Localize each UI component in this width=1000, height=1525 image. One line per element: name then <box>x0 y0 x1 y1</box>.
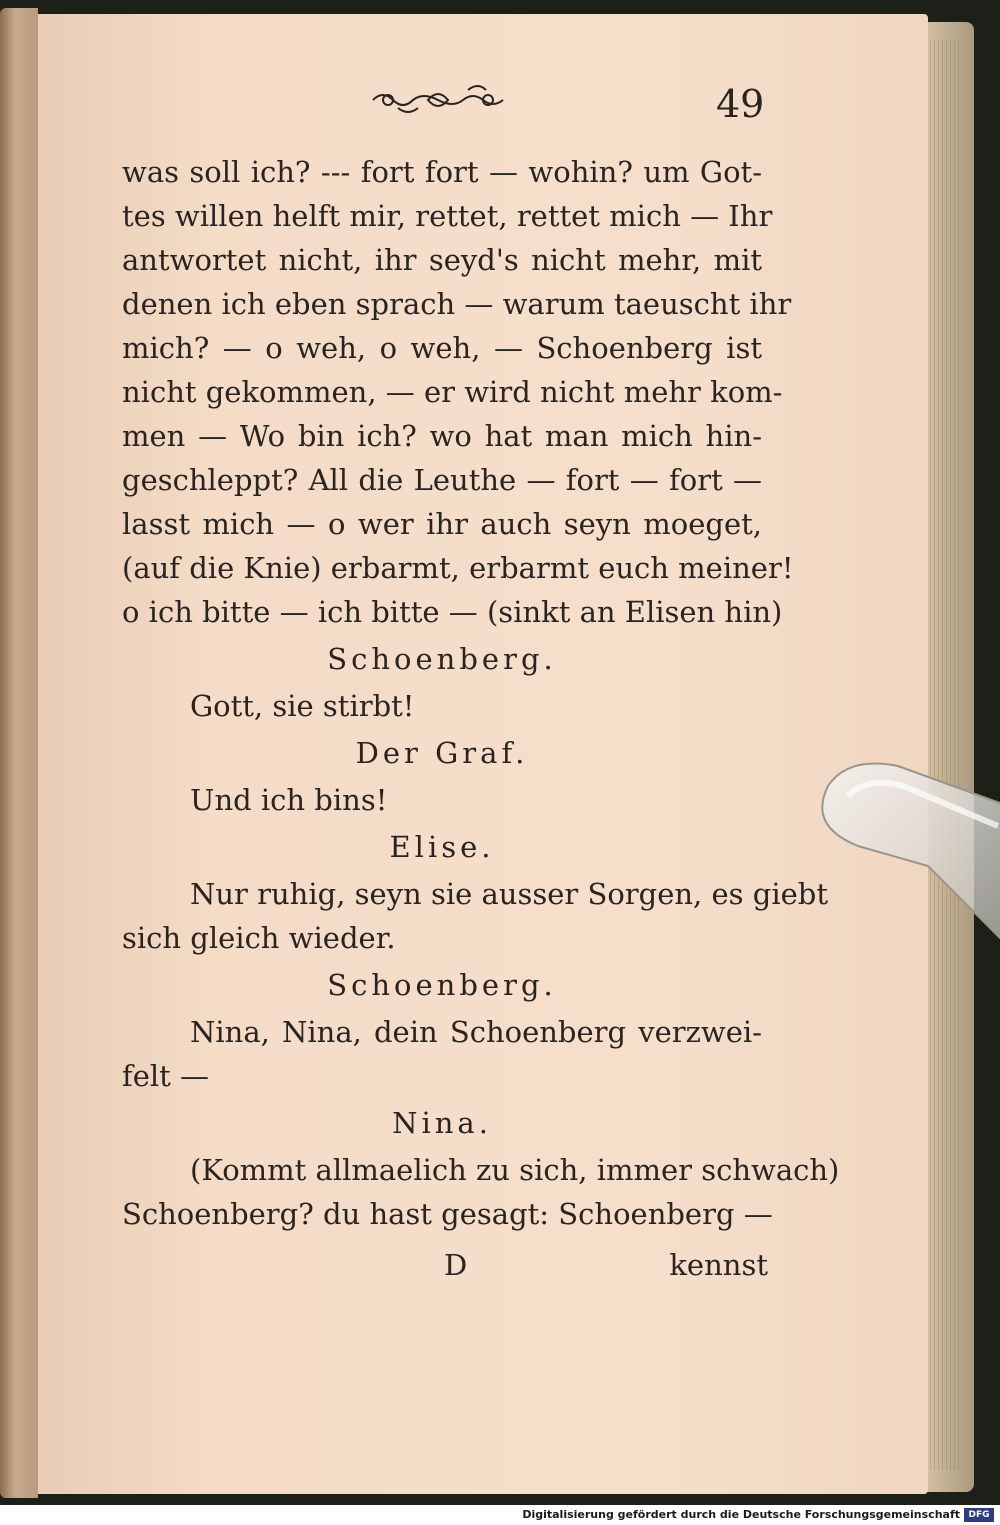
dialogue-line: (Kommt allmaelich zu sich, immer schwach) <box>190 1153 840 1187</box>
text-line: tes willen helft mir, rettet, rettet mich — Ihr <box>122 199 773 233</box>
catchword: kennst <box>669 1248 768 1282</box>
text-line: antwortet nicht, ihr seyd's nicht mehr, mit <box>122 243 762 277</box>
signature-mark: D <box>444 1248 468 1282</box>
speaker-heading: Schoenberg. <box>327 642 557 676</box>
text-line: was soll ich? --- fort fort — wohin? um Got- <box>122 155 762 189</box>
page-number: 49 <box>716 82 765 126</box>
dialogue-line: Und ich bins! <box>190 783 388 817</box>
catchword-line <box>122 1248 768 1292</box>
page-text <box>122 150 840 1236</box>
footer-credit: Digitalisierung gefördert durch die Deutsche Forschungsgemeinschaft <box>522 1508 960 1521</box>
text-line: o ich bitte — ich bitte — (sinkt an Elisen hin) <box>122 595 783 629</box>
text-line: lasst mich — o wer ihr auch seyn moeget, <box>122 507 762 541</box>
speaker-heading: Nina. <box>392 1106 492 1140</box>
text-line: geschleppt? All die Leuthe — fort — fort — <box>122 463 762 497</box>
dialogue-line: felt — <box>122 1059 210 1093</box>
text-line: mich? — o weh, o weh, — Schoenberg ist <box>122 331 762 365</box>
text-line: denen ich eben sprach — warum taeuscht ihr <box>122 287 792 321</box>
footer-bar <box>0 1505 1000 1525</box>
text-line: men — Wo bin ich? wo hat man mich hin- <box>122 419 762 453</box>
page-stack-lines <box>930 40 960 1470</box>
page-clip-icon <box>808 756 1000 946</box>
prose-block <box>122 150 794 634</box>
speaker-heading: Schoenberg. <box>327 968 557 1002</box>
text-line: (auf die Knie) erbarmt, erbarmt euch meiner! <box>122 551 794 585</box>
dialogue-line: Nina, Nina, dein Schoenberg verzwei- <box>190 1015 762 1049</box>
dialogue-line: sich gleich wieder. <box>122 921 396 955</box>
dialogue-line: Gott, sie stirbt! <box>190 689 415 723</box>
dialogue-line: Nur ruhig, seyn sie ausser Sorgen, es giebt <box>190 877 828 911</box>
left-page-edge <box>0 8 38 1498</box>
dialogue-line: Schoenberg? du hast gesagt: Schoenberg — <box>122 1197 773 1231</box>
speaker-heading: Elise. <box>389 830 495 864</box>
speaker-heading: Der Graf. <box>355 736 529 770</box>
text-line: nicht gekommen, — er wird nicht mehr kom- <box>122 375 783 409</box>
ornament-icon <box>368 80 508 120</box>
dfg-logo: DFG <box>964 1508 994 1522</box>
